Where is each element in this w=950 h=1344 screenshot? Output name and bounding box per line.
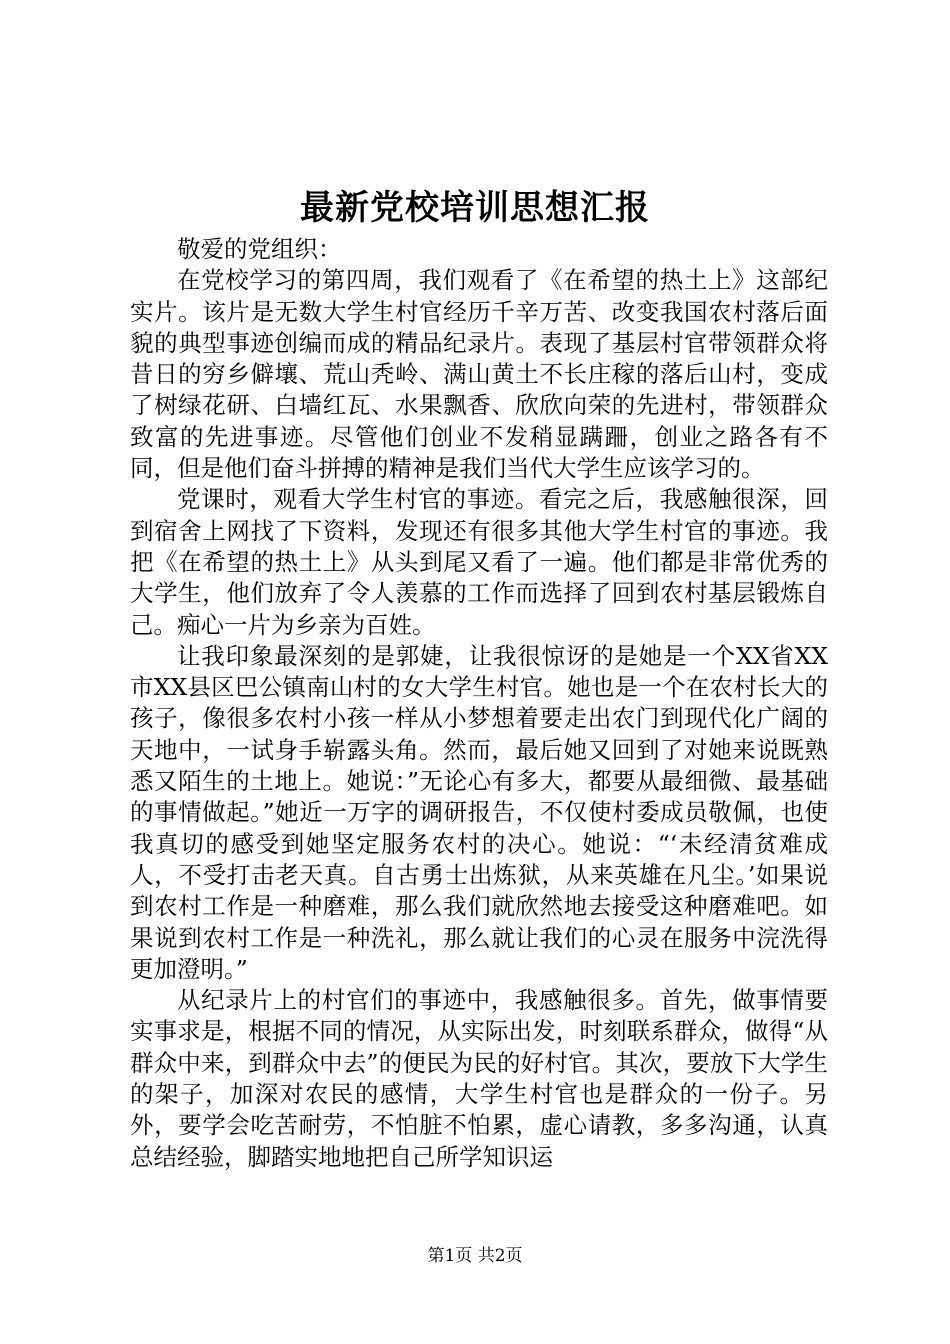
document-body bbox=[130, 234, 828, 1173]
paragraph-1: 在党校学习的第四周，我们观看了《在希望的热土上》这部纪实片。该片是无数大学生村官经历千辛万苦、改变我国农村落后面貌的典型事迹创编而成的精品纪录片。表现了基层村官带领群众将昔日的穷乡僻壤、荒山秃岭、满山黄土不长庄稼的落后山村，变成了树绿花研、白墙红瓦、水果飘香、欣欣向荣的先进村，带领群众致富的先进事迹。尽管他们创业不发稍显蹒跚，创业之路各有不同，但是他们奋斗拼搏的精神是我们当代大学生应该学习的。 bbox=[130, 266, 828, 483]
document-title: 最新党校培训思想汇报 bbox=[300, 188, 650, 228]
paragraph-4: 从纪录片上的村官们的事迹中，我感触很多。首先，做事情要实事求是，根据不同的情况，从实际出发，时刻联系群众，做得“从群众中来，到群众中去”的便民为民的好村官。其次，要放下大学生的架子，加深对农民的感情，大学生村官也是群众的一份子。另外，要学会吃苦耐劳，不怕脏不怕累，虚心请教，多多沟通，认真总结经验，脚踏实地地把自己所学知识运 bbox=[130, 986, 828, 1171]
page-footer: 第1页 共2页 bbox=[427, 1246, 523, 1266]
paragraph-3: 让我印象最深刻的是郭婕，让我很惊讶的是她是一个XX省XX市XX县区巴公镇南山村的女大学生村官。她也是一个在农村长大的孩子，像很多农村小孩一样从小梦想着要走出农门到现代化广阔的天地中，一试身手崭露头角。然而，最后她又回到了对她来说既熟悉又陌生的土地上。她说：”无论心有多大，都要从最细微、最基础的事情做起。”她近一万字的调研报告，不仅使村委成员敬佩，也使我真切的感受到她坚定服务农村的决心。她说：“‘未经清贫难成人，不受打击老天真。自古勇士出炼狱，从来英雄在凡尘。’如果说到农村工作是一种磨难，那么我们就欣然地去接受这种磨难吧。如果说到农村工作是一种洗礼，那么就让我们的心灵在服务中浣洗得更加澄明。” bbox=[130, 641, 828, 983]
salutation: 敬爱的党组织： bbox=[177, 235, 342, 263]
paragraph-2: 党课时，观看大学生村官的事迹。看完之后，我感触很深，回到宿舍上网找了下资料，发现还有很多其他大学生村官的事迹。我把《在希望的热土上》从头到尾又看了一遍。他们都是非常优秀的大学生，他们放弃了令人羡慕的工作而选择了回到农村基层锻炼自己。痴心一片为乡亲为百姓。 bbox=[130, 485, 828, 639]
